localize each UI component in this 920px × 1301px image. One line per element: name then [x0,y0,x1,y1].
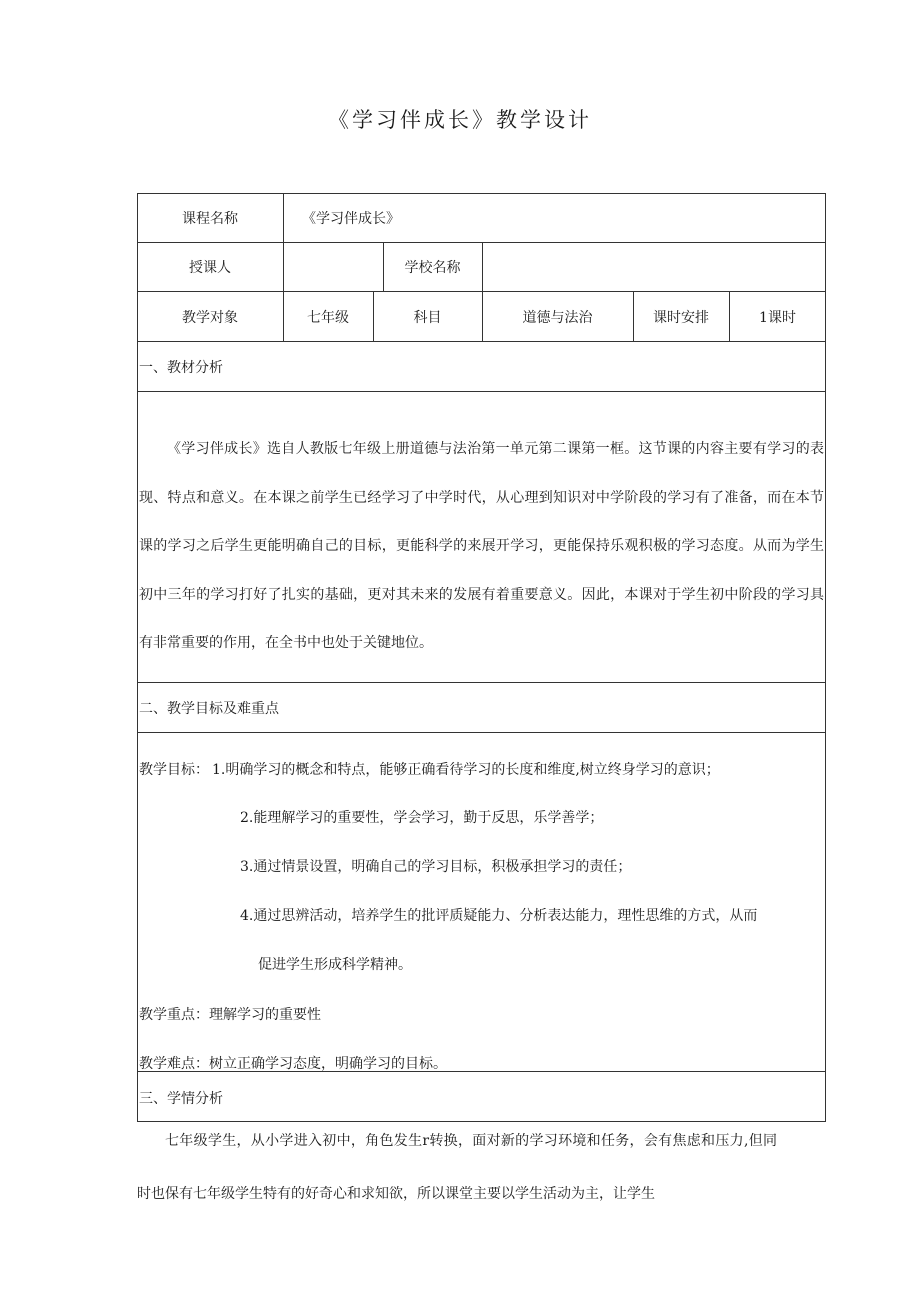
course-name-label: 课程名称 [182,211,238,227]
school-name-label: 学校名称 [404,260,461,276]
objective-2: 2.能理解学习的重要性，学会学习，勤于反思，乐学善学； [240,810,604,826]
row-divider [137,341,826,342]
student-analysis-body: 七年级学生，从小学进入初中，角色发生r转换，面对新的学习环境和任务，会有焦虑和压力,但同时也保有七年级学生特有的好奇心和求知欲，所以课堂主要以学生活动为主，让学生 [137,1133,777,1202]
key-point: 教学重点：理解学习的重要性 [139,1007,321,1023]
teacher-label: 授课人 [189,260,231,276]
section-heading-objectives: 二、教学目标及难重点 [139,701,279,717]
section-heading-student-analysis: 三、学情分析 [139,1091,223,1107]
subject-label: 科目 [413,310,442,326]
lesson-plan-table [137,193,826,1122]
row-divider [137,732,826,733]
row-divider [137,391,826,392]
hours-label: 课时安排 [653,310,709,326]
course-name-value: 《学习伴成长》 [302,211,400,227]
audience-value: 七年级 [307,310,349,326]
section-heading-textbook-analysis: 一、教材分析 [139,360,223,376]
objective-4-continued: 促进学生形成科学精神。 [258,957,412,973]
textbook-analysis-body: 《学习伴成长》选自人教版七年级上册道德与法治第一单元第二课第一框。这节课的内容主要有学习的表现、特点和意义。在本课之前学生已经学习了中学时代，从心理到知识对中学阶段的学习有了准备，而在本节课的学习之后学生更能明确自己的目标，更能科学的来展开学习，更能保持乐观积极的学习态度。从而为学生初中三年的学习打好了扎实的基础，更对其未来的发展有着重要意义。因此，本课对于学生初中阶段的学习具有非常重要的作用，在全书中也处于关键地位。 [139,441,824,651]
subject-value: 道德与法治 [522,310,593,326]
objective-1: 1.明确学习的概念和特点，能够正确看待学习的长度和维度,树立终身学习的意识； [212,762,720,778]
objectives-label: 教学目标： [139,762,209,778]
row-divider [137,682,826,683]
objective-4: 4.通过思辨活动，培养学生的批评质疑能力、分析表达能力，理性思维的方式，从而 [240,908,758,924]
page-title: 《学习伴成长》教学设计 [328,108,592,132]
objective-3: 3.通过情景设置，明确自己的学习目标，积极承担学习的责任； [240,859,632,875]
hours-value: 1课时 [759,310,796,326]
difficulty: 教学难点：树立正确学习态度，明确学习的目标。 [139,1056,447,1072]
audience-label: 教学对象 [182,310,238,326]
